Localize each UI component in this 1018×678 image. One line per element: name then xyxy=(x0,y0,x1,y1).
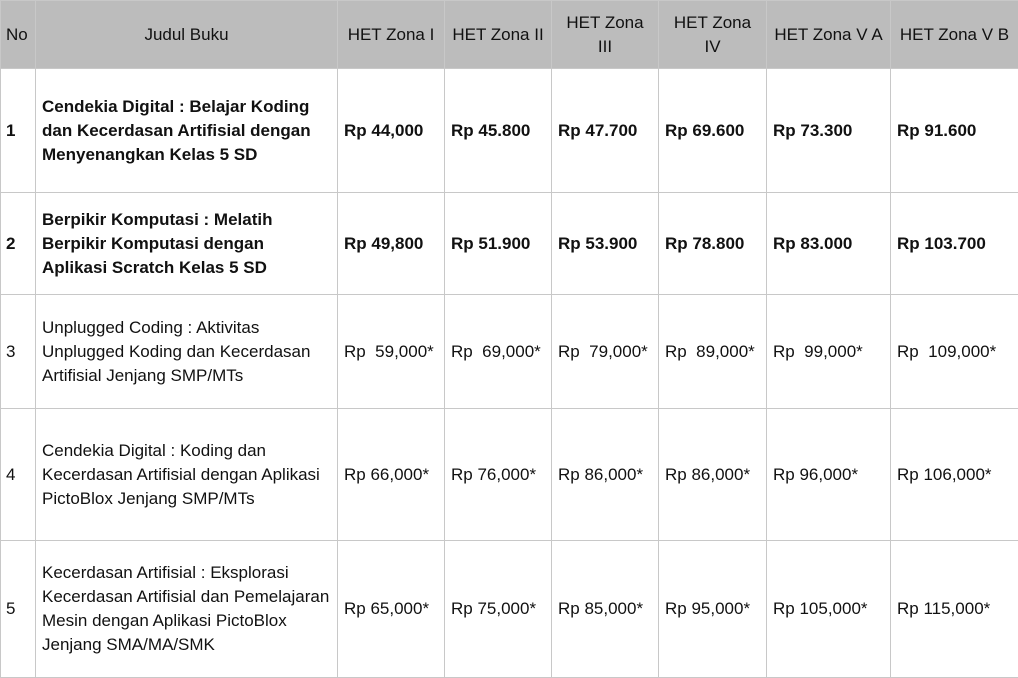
price-zone-2: Rp 75,000* xyxy=(445,541,552,678)
table-row xyxy=(1,193,1018,295)
price-zone-5b: Rp 106,000* xyxy=(891,409,1018,541)
header-zone-1: HET Zona I xyxy=(338,1,445,69)
price-zone-2: Rp 69,000* xyxy=(445,295,552,409)
price-zone-1: Rp 44,000 xyxy=(338,69,445,193)
row-no: 5 xyxy=(1,541,36,678)
price-zone-4: Rp 69.600 xyxy=(659,69,767,193)
header-zone-5a: HET Zona V A xyxy=(767,1,891,69)
book-title: Cendekia Digital : Belajar Koding dan Kecerdasan Artifisial dengan Menyenangkan Kelas 5 SD xyxy=(36,69,338,193)
price-zone-1: Rp 49,800 xyxy=(338,193,445,295)
table-row xyxy=(1,295,1018,409)
price-zone-5a: Rp 105,000* xyxy=(767,541,891,678)
book-title: Kecerdasan Artifisial : Eksplorasi Kecerdasan Artifisial dan Pemelajaran Mesin dengan Aplikasi PictoBlox Jenjang SMA/MA/SMK xyxy=(36,541,338,678)
price-zone-3: Rp 79,000* xyxy=(552,295,659,409)
header-title: Judul Buku xyxy=(36,1,338,69)
price-zone-4: Rp 78.800 xyxy=(659,193,767,295)
price-zone-5b: Rp 115,000* xyxy=(891,541,1018,678)
price-zone-1: Rp 66,000* xyxy=(338,409,445,541)
row-no: 1 xyxy=(1,69,36,193)
header-row xyxy=(1,1,1018,69)
price-zone-2: Rp 51.900 xyxy=(445,193,552,295)
row-no: 4 xyxy=(1,409,36,541)
row-no: 3 xyxy=(1,295,36,409)
price-zone-5b: Rp 91.600 xyxy=(891,69,1018,193)
price-zone-3: Rp 85,000* xyxy=(552,541,659,678)
price-zone-4: Rp 86,000* xyxy=(659,409,767,541)
price-zone-5b: Rp 103.700 xyxy=(891,193,1018,295)
price-zone-5a: Rp 83.000 xyxy=(767,193,891,295)
price-zone-1: Rp 59,000* xyxy=(338,295,445,409)
book-title: Unplugged Coding : Aktivitas Unplugged Koding dan Kecerdasan Artifisial Jenjang SMP/MTs xyxy=(36,295,338,409)
price-zone-1: Rp 65,000* xyxy=(338,541,445,678)
price-zone-4: Rp 89,000* xyxy=(659,295,767,409)
price-zone-3: Rp 86,000* xyxy=(552,409,659,541)
book-title: Berpikir Komputasi : Melatih Berpikir Komputasi dengan Aplikasi Scratch Kelas 5 SD xyxy=(36,193,338,295)
table-row xyxy=(1,69,1018,193)
row-no: 2 xyxy=(1,193,36,295)
header-zone-3: HET Zona III xyxy=(552,1,659,69)
price-zone-5b: Rp 109,000* xyxy=(891,295,1018,409)
price-zone-5a: Rp 73.300 xyxy=(767,69,891,193)
price-zone-3: Rp 47.700 xyxy=(552,69,659,193)
header-no: No xyxy=(1,1,36,69)
table-row xyxy=(1,409,1018,541)
header-zone-2: HET Zona II xyxy=(445,1,552,69)
price-zone-5a: Rp 96,000* xyxy=(767,409,891,541)
price-zone-2: Rp 76,000* xyxy=(445,409,552,541)
price-zone-3: Rp 53.900 xyxy=(552,193,659,295)
price-zone-5a: Rp 99,000* xyxy=(767,295,891,409)
header-zone-5b: HET Zona V B xyxy=(891,1,1018,69)
header-zone-4: HET Zona IV xyxy=(659,1,767,69)
price-zone-4: Rp 95,000* xyxy=(659,541,767,678)
price-zone-2: Rp 45.800 xyxy=(445,69,552,193)
book-title: Cendekia Digital : Koding dan Kecerdasan Artifisial dengan Aplikasi PictoBlox Jenjang SMP/MTs xyxy=(36,409,338,541)
table-row xyxy=(1,541,1018,678)
